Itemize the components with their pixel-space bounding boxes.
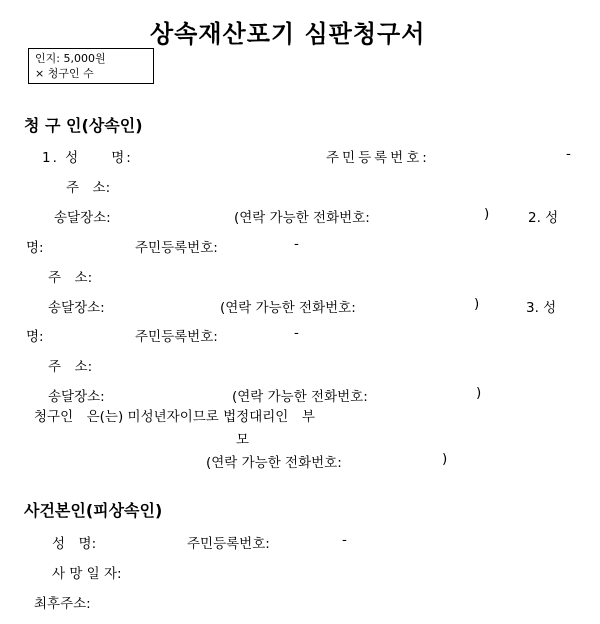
guardian-phone-label: (연락 가능한 전화번호: (206, 455, 342, 471)
claimant1-name-label: 1. 성 명: (42, 150, 133, 166)
claimant3-rrn-label: 주민등록번호: (135, 329, 218, 345)
claimant2-rrn-dash: - (294, 236, 299, 252)
claimant3-phone-label: (연락 가능한 전화번호: (232, 389, 368, 405)
claimant3-address-label: 주 소: (48, 359, 93, 375)
document-title: 상속재산포기 심판청구서 (150, 20, 426, 48)
claimant3-delivery-label: 송달장소: (48, 389, 105, 405)
claimant2-delivery-label: 송달장소: (48, 300, 105, 316)
subject-rrn-dash: - (342, 532, 347, 548)
claimant1-phone-close: ) (484, 206, 490, 222)
claimant-heading: 청 구 인(상속인) (24, 116, 143, 135)
subject-death-date-label: 사 망 일 자: (52, 566, 122, 582)
claimant1-address-label: 주 소: (66, 180, 111, 196)
claimant2-name-label-start: 2. 성 (528, 210, 559, 226)
subject-last-address-label: 최후주소: (34, 596, 91, 612)
claimant2-rrn-label: 주민등록번호: (135, 240, 218, 256)
claimant1-rrn-label: 주민등록번호: (326, 150, 430, 166)
claimant2-phone-label: (연락 가능한 전화번호: (220, 300, 356, 316)
claimant1-rrn-dash: - (566, 146, 571, 162)
claimant3-phone-close: ) (476, 385, 482, 401)
minor-guardian-statement: 청구인 은(는) 미성년자이므로 법정대리인 부 (34, 409, 315, 425)
claimant3-name-label-end: 명: (26, 329, 44, 345)
claimant1-delivery-label: 송달장소: (54, 210, 111, 226)
subject-heading: 사건본인(피상속인) (24, 501, 163, 520)
claimant2-phone-close: ) (474, 296, 480, 312)
claimant3-name-label-start: 3. 성 (526, 300, 557, 316)
stamp-multiplier: × 청구인 수 (35, 67, 94, 80)
guardian-phone-close: ) (442, 451, 448, 467)
subject-rrn-label: 주민등록번호: (187, 536, 270, 552)
stamp-fee: 인지: 5,000원 (35, 52, 106, 65)
claimant3-rrn-dash: - (294, 325, 299, 341)
claimant1-phone-label: (연락 가능한 전화번호: (234, 210, 370, 226)
claimant2-name-label-end: 명: (26, 240, 44, 256)
claimant2-address-label: 주 소: (48, 270, 93, 286)
stamp-box (28, 48, 154, 84)
subject-name-label: 성 명: (52, 536, 97, 552)
minor-guardian-statement-cont: 모 (236, 432, 250, 448)
